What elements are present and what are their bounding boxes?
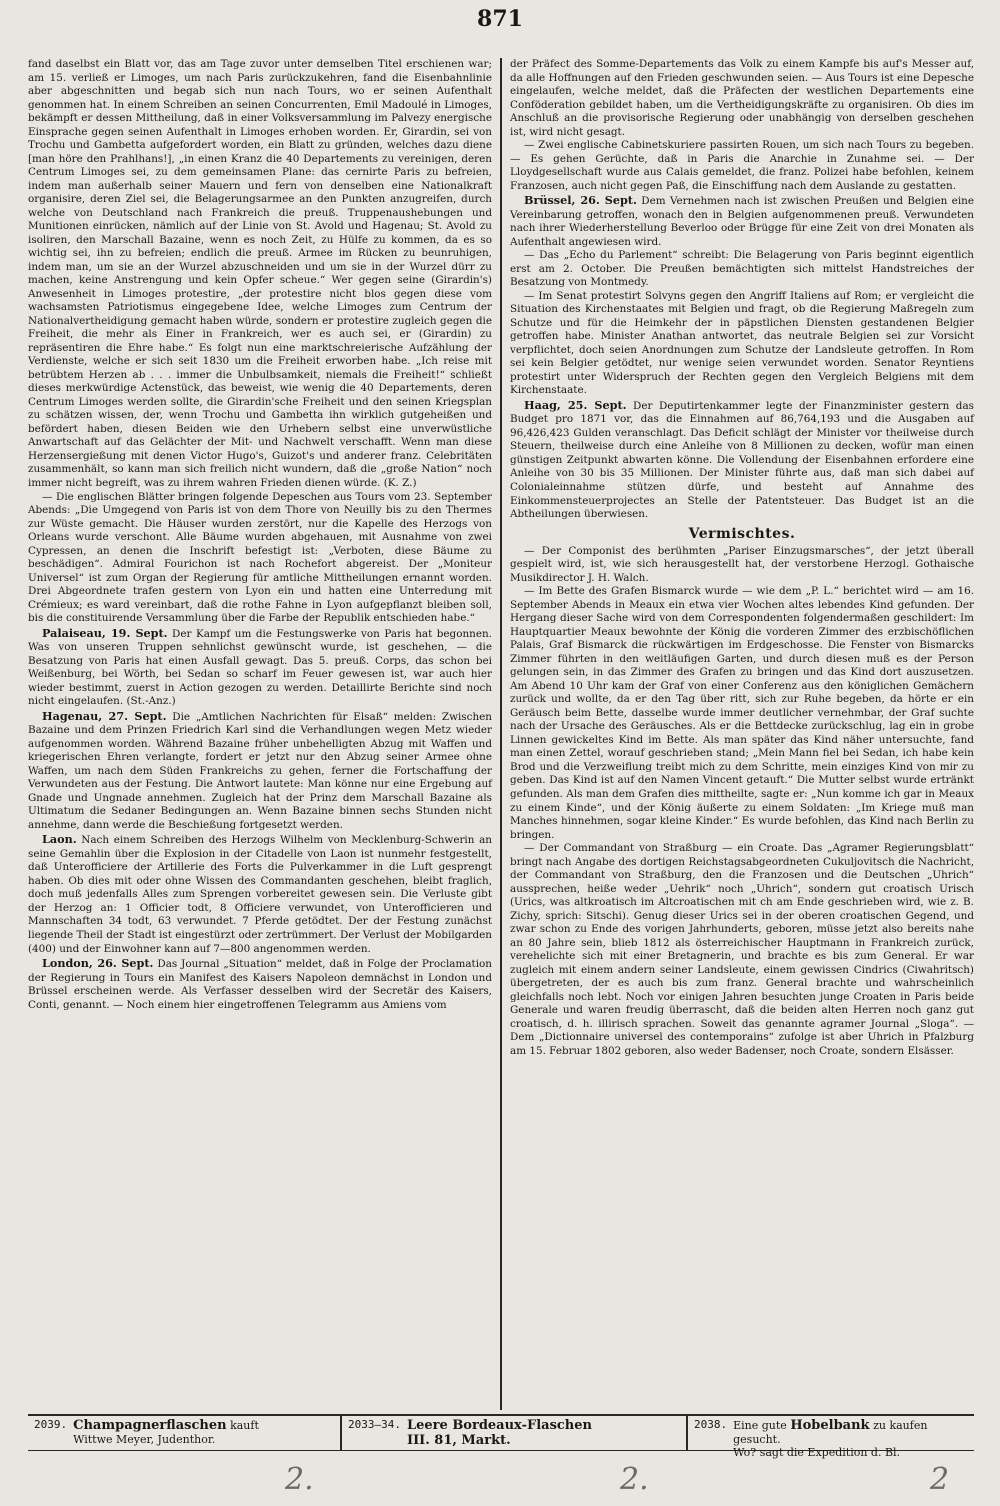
paragraph-text: Der Kampf um die Festungswerke von Paris hat begonnen. Was von unseren Truppen sehnlichst gewünscht wurde, ist geschehen, — die Besatzung von Paris hat einen Ausfall gewagt. Das 5. preuß. Corps, das schon bei Weißenburg, bei Wörth, bei Sedan so scharf im Feuer gewesen ist, war auch hier wieder bestimmt, zuerst in Action gezogen zu werden. Detaillirte Berichte sind noch nicht eingelaufen. (St.-Anz.) bbox=[28, 627, 492, 708]
article-paragraph bbox=[510, 398, 974, 522]
article-paragraph bbox=[510, 290, 974, 398]
article-paragraph bbox=[510, 139, 974, 193]
article-paragraph bbox=[510, 193, 974, 249]
paragraph-text: fand daselbst ein Blatt vor, das am Tage zuvor unter demselben Titel erschienen war; am 15. verließ er Limoges, um nach Paris zurückzukehren, fand die Eisenbahnlinie aber abgeschnitten und begab sich nun nach Tours, wo er seinen Aufenthalt genommen hat. In einem Schreiben an seinen Concurrenten, Emil Madoulé in Limoges, bekämpft er dessen Mittheilung, daß in einer Volksversammlung im Palvezy energische Einsprache gegen seinen Aufenthalt in Limoges erhoben worden. Er, Girardin, sei von Trochu und Gambetta aufgefordert worden, ein Blatt zu gründen, welches dazu diene [man höre den Prahlhans!], „in einen Kranz die 40 Departements zu vereinigen, deren Centrum Limoges sei, zu dem gemeinsamen Plane: das cernirte Paris zu befreien, indem man außerhalb seiner Mauern und fern von denselben eine Nationalkraft organisire, deren Ziel sei, die Belagerungsarmee an den Punkten anzugreifen, durch welche von Deutschland nach Frankreich die preuß. Truppenaushebungen und Munitionen einrücken, nämlich auf der Linie von St. Avold und Hagenau; St. Avold zu isoliren, den Marschall Bazaine, wenn es noch Zeit, zu Hülfe zu kommen, da es so wichtig sei, ihn zu befreien; endlich die preuß. Armee im Rücken zu beunruhigen, indem man, um sie an der Wurzel abzuschneiden und um sie in der Wurzel dürr zu machen, keine Anstrengung und kein Opfer scheue.“ Wer gegen seine (Girardin's) Anwesenheit in Limoges protestire, „der protestire nicht blos gegen diese vom wachsamsten Patriotismus eingegebene Idee, welche Limoges zum Centrum der Nationalvertheidigung gemacht haben würde, sondern er protestire zugleich gegen die Freiheit, die mehr als Einer in Frankreich, wer es auch sei, er (Girardin) zu repräsentiren die Ehre habe.“ Es folgt nun eine marktschreierische Aufzählung der Verdienste, welche er sich seit 1830 um die Freiheit erworben habe. „Ich reise mit betrübtem Herzen ab . . . immer die Unbulbsamkeit, niemals die Freiheit!“ schließt dieses merkwürdige Actenstück, das beweist, wie wenig die 40 Departements, deren Centrum Limoges werden sollte, die Girardin'sche Freiheit und den seinen Kriegsplan zu schätzen wissen, der, wenn Trochu und Gambetta ihn wirklich gutgeheißen und befördert haben, diesen Beiden wie den Urhebern selbst eine unverwüstliche Anwartschaft auf das Gelächter der Mit- und Nachwelt verschafft. Wenn man diese Herzensergießung mit denen Victor Hugo's, Guizot's und anderer franz. Celebritäten zusammenhält, so kann man sich freilich nicht wundern, daß die „große Nation“ noch immer nicht begreift, was zu ihrem wahren Frieden dienen würde. (K. Z.) bbox=[28, 58, 492, 489]
article-paragraph bbox=[510, 545, 974, 586]
dateline: London, 26. Sept. bbox=[42, 956, 154, 971]
article-paragraph bbox=[28, 58, 492, 491]
paragraph-text: Das Journal „Situation“ meldet, daß in Folge der Proclamation der Regierung in Tours ein Manifest des Kaisers Napoleon demnächst in London und Brüssel erscheinen werde. Als Verfasser desselben wird der Secretär des Kaisers, Conti, genannt. — Noch einem hier eingetroffenen Telegramm aus Amiens vom bbox=[28, 958, 492, 1011]
paragraph-text: — Der Componist des berühmten „Pariser Einzugsmarsches“, der jetzt überall gespielt wird, ist, wie sich herausgestellt hat, der verstorbene Herzogl. Gothaische Musikdirector J. H. Walch. bbox=[510, 544, 974, 584]
ad-bordeaux-bottles bbox=[340, 1416, 686, 1450]
ad-headline: Hobelbank bbox=[790, 1418, 870, 1433]
paragraph-text: Dem Vernehmen nach ist zwischen Preußen und Belgien eine Vereinbarung getroffen, wonach den in Belgien aufgenommenen preuß. Verwundeten nach ihrer Wiederherstellung Beverloo oder Brügge für eine Zeit von drei Monaten als Aufenthalt angewiesen wird. bbox=[510, 195, 974, 248]
ad-number: 2033—34. bbox=[348, 1418, 401, 1431]
paragraph-text: — Die englischen Blätter bringen folgende Depeschen aus Tours vom 23. September Abends: „Die Umgegend von Paris ist von dem Thore von Neuilly bis zu den Thermes zur Wüste gemacht. Die Häuser wurden zerstört, nur die Kapelle des Herzogs von Orleans wurde verschont. Alle Bäume wurden abgehauen, mit Ausnahme von zwei Cypressen, an denen die Inschrift befestigt ist: „Verboten, diese Bäume zu beschädigen“. Admiral Fourichon ist nach Rochefort abgereist. Der „Moniteur Universel“ ist zum Organ der Regierung für amtliche Mittheilungen ernannt worden. Drei Abgeordnete trafen gestern von Lyon ein und hatten eine Unterredung mit Crémieux; es ward vereinbart, daß die rothe Fahne in Lyon aufgepflanzt bleiben soll, bis die constituirende Versammlung über die Farbe der Republik entschieden habe.“ bbox=[28, 490, 492, 625]
ad-text: kauft bbox=[230, 1419, 259, 1432]
ad-contact: Wittwe Meyer, Judenthor. bbox=[73, 1433, 216, 1446]
handwritten-mark-2: 2. bbox=[620, 1462, 649, 1497]
dateline: Haag, 25. Sept. bbox=[524, 397, 627, 412]
article-columns bbox=[28, 58, 974, 1410]
ad-contact: Wo? sagt die Expedition d. Bl. bbox=[733, 1446, 901, 1459]
page-number: 871 bbox=[477, 6, 523, 32]
paragraph-text: Der Deputirtenkammer legte der Finanzminister gestern das Budget pro 1871 vor, das die Einnahmen auf 86,764,193 und die Ausgaben auf 96,426,423 Gulden veranschlagt. Das Deficit schlägt der Minister vor theilweise durch Steuern, theilweise durch eine Anleihe von 8 Millionen zu decken, wofür man einen günstigen Zeitpunkt abwarten könne. Die Vollendung der Eisenbahnen erfordere eine Anleihe von 30 bis 35 Millionen. Der Minister führte aus, daß man sich dabei auf Colonialeinnahme stützen dürfe, und besteht auf Annahme des Einkommensteuerprojectes an Stelle der Patentsteuer. Das Budget ist an die Abtheilungen überwiesen. bbox=[510, 399, 974, 521]
ad-headline: Leere Bordeaux-Flaschen bbox=[406, 1418, 592, 1433]
article-paragraph bbox=[28, 491, 492, 626]
article-paragraph bbox=[510, 842, 974, 1058]
left-column bbox=[28, 58, 500, 1410]
article-paragraph bbox=[28, 709, 492, 833]
paragraph-text: — Der Commandant von Straßburg — ein Croate. Das „Agramer Regierungsblatt“ bringt nach Angabe des dortigen Reichstagsabgeordneten Cukuljovitsch die Nachricht, der Commandant von Straßburg, den die Franzosen und die Deutschen „Uhrich“ aussprechen, heiße weder „Uehrik“ noch „Uhrich“, sondern gut croatisch Urisch (Urics, was altkroatisch im Altcroatischen mit ch am Ende geschrieben wird, wie z. B. Zichy, sprich: Sitschi). Genug dieser Urics sei in der oberen croatischen Gegend, und zwar schon zu Ende des vorigen Jahrhunderts, geboren, müsse jetzt also bereits nahe an 80 Jahre sein, blieb 1812 als österreichischer Hauptmann in Frankreich zurück, verehelichte sich mit einer Bretagnerin, und brachte es bis zum General. Er war zugleich mit einem andern seiner Landsleute, einem gewissen Cindrics (Ciwahritsch) übergetreten, der es auch bis zum franz. General brachte und wahrscheinlich gleichfalls noch lebt. Noch vor einigen Jahren besuchten junge Croaten in Paris beide Generale und waren freudig überrascht, daß die beiden alten Herren noch ganz gut croatisch, d. h. illirisch sprachen. Soweit das genannte agramer Journal „Sloga“. — Dem „Dictionnaire universel des contemporains“ zufolge ist aber Uhrich in Pfalzburg am 15. Februar 1802 geboren, also weder Badenser, noch Croate, sondern Elsässer. bbox=[510, 842, 974, 1057]
article-paragraph bbox=[510, 585, 974, 842]
dateline: Brüssel, 26. Sept. bbox=[524, 193, 637, 208]
ad-number: 2039. bbox=[34, 1418, 68, 1431]
article-paragraph bbox=[28, 956, 492, 1012]
ad-text: Eine gute bbox=[733, 1419, 787, 1432]
ad-contact: III. 81, Markt. bbox=[406, 1433, 511, 1448]
ad-text-2: zu kaufen gesucht. bbox=[733, 1419, 928, 1446]
paragraph-text: — Das „Echo du Parlement“ schreibt: Die Belagerung von Paris beginnt eigentlich erst am 2. October. Die Preußen bemächtigten sich mittelst Handstreiches der Besatzung von Montmedy. bbox=[510, 249, 974, 289]
handwritten-mark-3: 2 bbox=[930, 1462, 950, 1497]
article-paragraph bbox=[28, 832, 492, 956]
ad-workbench bbox=[686, 1416, 974, 1459]
ad-champagne-bottles bbox=[28, 1416, 340, 1450]
paragraph-text: — Im Senat protestirt Solvyns gegen den Angriff Italiens auf Rom; er vergleicht die Situation des Kirchenstaates mit Belgien und fragt, ob die Regierung Maßregeln zum Schutze und für die Heimkehr der in päpstlichen Diensten gestandenen Belgier getroffen habe. Minister Anathan antwortet, das neutrale Belgien sei zur Vorsicht verpflichtet, doch seien Anordnungen zum Schutze der Landsleute getroffen. In Rom sei kein Belgier getödtet, nur wenige seien verwundet worden. Senator Reyntiens protestirt unter Widerspruch der Rechten gegen den Vergleich Belgiens mit dem Kirchenstaate. bbox=[510, 289, 974, 397]
paragraph-text: Die „Amtlichen Nachrichten für Elsaß“ melden: Zwischen Bazaine und dem Prinzen Friedrich Karl sind die Verhandlungen wegen Metz wieder aufgenommen worden. Während Bazaine früher unbehelligten Abzug mit Waffen und kriegerischen Ehren verlangte, fordert er jetzt nur den Abzug seiner Armee ohne Waffen, um nach dem Süden Frankreichs zu gehen, ferner die Fortschaffung der Verwundeten aus der Festung. Die Antwort lautete: Man könne nur eine Ergebung auf Gnade und Ungnade annehmen. Zugleich hat der Prinz dem Marschall Bazaine als Ultimatum die Sedaner Bedingungen an. Wenn Bazaine binnen sechs Stunden nicht annehme, dann werde die Beschießung fortgesetzt werden. bbox=[28, 710, 492, 831]
handwritten-mark-1: 2. bbox=[285, 1462, 314, 1497]
paragraph-text: — Zwei englische Cabinetskuriere passirten Rouen, um sich nach Tours zu begeben. — Es gehen Gerüchte, daß in Paris die Anarchie in Zunahme sei. — Der Lloydgesellschaft wurde aus Calais gemeldet, die franz. Polizei habe befohlen, keinem Franzosen, auch nicht gegen Paß, die Einschiffung nach dem Auslande zu gestatten. bbox=[510, 139, 974, 192]
right-column bbox=[502, 58, 974, 1410]
paragraph-text: Nach einem Schreiben des Herzogs Wilhelm von Mecklenburg-Schwerin an seine Gemahlin über die Explosion in der Citadelle von Laon ist nunmehr festgestellt, daß Unterofficiere der Artillerie des Forts die Pulverkammer in die Luft gesprengt haben. Ob dies mit oder ohne Wissen des Commandanten geschehen, bleibt fraglich, doch muß jedenfalls Alles zum Sprengen vorbereitet gewesen sein. Die Verluste gibt der Herzog an: 1 Officier todt, 8 Officiere verwundet, von Unterofficieren und Mannschaften 34 todt, 63 verwundet. 7 Pferde getödtet. Der der Festung zunächst liegende Theil der Stadt ist eingestürzt oder zertrümmert. Der Verlust der Mobilgarden (400) und der Einwohner kann auf 7—800 angenommen werden. bbox=[28, 834, 492, 955]
advertisement-strip bbox=[28, 1414, 974, 1459]
ad-number: 2038. bbox=[694, 1418, 728, 1431]
paragraph-text: der Präfect des Somme-Departements das Volk zu einem Kampfe bis auf's Messer auf, da alle Hoffnungen auf den Frieden geschwunden seien. — Aus Tours ist eine Depesche eingelaufen, welche meldet, daß die Präfecten der westlichen Departements eine Conföderation gebildet haben, um die Vertheidigungskräfte zu organisiren. Ob dies im Anschluß an die provisorische Regierung oder unabhängig von derselben geschehen ist, wird nicht gesagt. bbox=[510, 58, 974, 138]
dateline: Palaiseau, 19. Sept. bbox=[42, 625, 168, 640]
article-paragraph bbox=[510, 249, 974, 290]
section-heading: Vermischtes. bbox=[688, 525, 796, 542]
article-paragraph bbox=[510, 58, 974, 139]
ad-headline: Champagnerflaschen bbox=[73, 1418, 227, 1433]
paragraph-text: — Im Bette des Grafen Bismarck wurde — wie dem „P. L.“ berichtet wird — am 16. September Abends in Meaux ein etwa vier Wochen altes lebendes Kind gefunden. Der Hergang dieser Sache wird von dem Correspondenten folgendermaßen geschildert: Im Hauptquartier Meaux bewohnte der König die vorderen Zimmer des erzbischöflichen Palais, Graf Bismarck die rückwärtigen im Erdgeschosse. Die Fenster von Bismarcks Zimmer führten in den weitläufigen Garten, und durch diesen muß es der Person gelungen sein, in das Zimmer des Grafen zu bringen und das Kind dort auszusetzen. Am Abend 10 Uhr kam der Graf von einer Conferenz aus den königlichen Gemächern zurück und wollte, da er den Tag über ritt, sich zur Ruhe begeben, da hörte er ein Geräusch beim Bette, dasselbe wurde immer deutlicher vernehmbar, der Graf suchte nach der Ursache des Geräusches. Als er die Bettdecke zurückschlug, lag ein in grobe Linnen gewickeltes Kind im Bette. Als man später das Kind näher untersuchte, fand man einen Zettel, worauf geschrieben stand; „Mein Mann fiel bei Sedan, ich habe kein Brod und die Verzweiflung treibt mich zu dem Schritte, mein einziges Kind von mir zu geben. Das Kind ist auf den Namen Vincent getauft.“ Die Mutter selbst wurde ertränkt gefunden. Als man dem Grafen dies mittheilte, sagte er: „Nun komme ich gar in Meaux zu einem Kinde“, und der König äußerte zu einem Soldaten: „Im Kriege muß man Manches hinnehmen, sogar kleine Kinder.“ Es wurde befohlen, das Kind nach Berlin zu bringen. bbox=[510, 585, 974, 841]
article-paragraph bbox=[28, 626, 492, 709]
dateline: Laon. bbox=[42, 832, 77, 847]
dateline: Hagenau, 27. Sept. bbox=[42, 708, 167, 723]
